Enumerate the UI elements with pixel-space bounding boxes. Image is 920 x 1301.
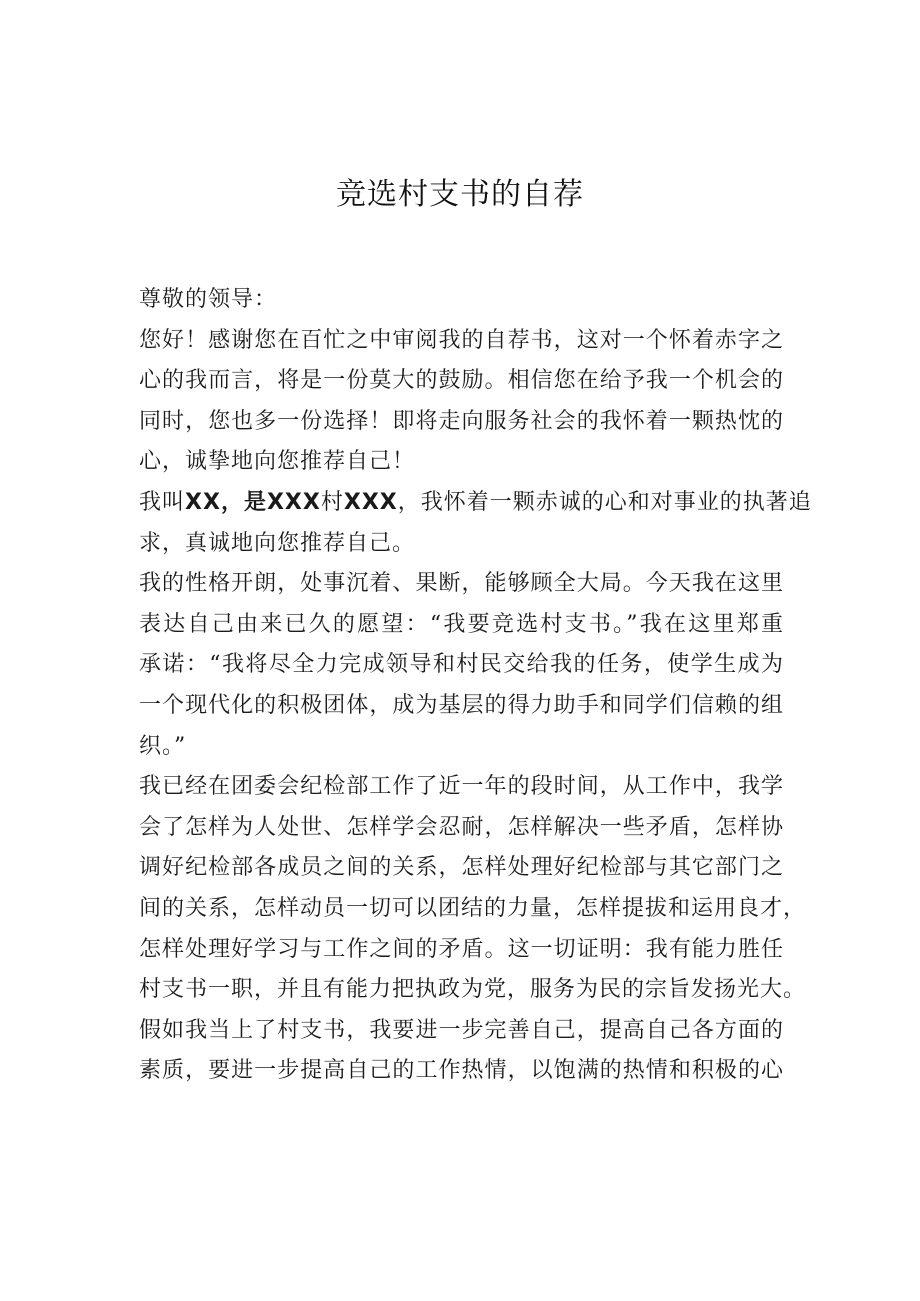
intro-line xyxy=(139,483,812,524)
document-body xyxy=(139,280,812,1092)
text-line: 织。” xyxy=(139,733,187,759)
text-line: 我已经在团委会纪检部工作了近一年的段时间，从工作中，我学 xyxy=(139,774,784,800)
text-line: 调好纪检部各成员之间的关系，怎样处理好纪检部与其它部门之 xyxy=(139,855,784,881)
text-line: 素质，要进一步提高自己的工作热情，以饱满的热情和积极的心 xyxy=(139,1058,784,1084)
text-line: 间的关系，怎样动员一切可以团结的力量，怎样提拔和运用良才， xyxy=(139,895,807,921)
text-line: 同时，您也多一份选择！即将走向服务社会的我怀着一颗热忱的 xyxy=(139,408,784,434)
text-line: 一个现代化的积极团体，成为基层的得力助手和同学们信赖的组 xyxy=(139,692,784,718)
text-line: 我的性格开朗，处事沉着、果断，能够顾全大局。今天我在这里 xyxy=(139,571,784,597)
village-placeholder: XXX xyxy=(266,489,321,515)
salutation xyxy=(139,280,784,321)
text-line: 心，诚挚地向您推荐自己！ xyxy=(139,449,416,475)
intro-mid: 村 xyxy=(320,489,344,515)
name-placeholder: XX xyxy=(185,489,221,515)
paragraph-personality xyxy=(139,564,784,767)
text-line: 您好！感谢您在百忙之中审阅我的自荐书，这对一个怀着赤字之 xyxy=(139,327,784,353)
text-line: 心的我而言，将是一份莫大的鼓励。相信您在给予我一个机会的 xyxy=(139,368,784,394)
text-line: 表达自己由来已久的愿望：“我要竞选村支书。”我在这里郑重 xyxy=(139,611,784,637)
salutation-line: 尊敬的领导： xyxy=(139,287,278,312)
text-line: 村支书一职，并且有能力把执政为党，服务为民的宗旨发扬光大。 xyxy=(139,977,807,1003)
paragraph-introduction xyxy=(139,483,812,564)
paragraph-experience xyxy=(139,767,807,1011)
text-line: 会了怎样为人处世、怎样学会忍耐，怎样解决一些矛盾，怎样协 xyxy=(139,814,784,840)
text-line: 求，真诚地向您推荐自己。 xyxy=(139,530,416,556)
intro-suffix: ，我怀着一颗赤诚的心和对事业的执著追 xyxy=(397,489,812,515)
paragraph-greeting xyxy=(139,321,784,483)
role-placeholder: XXX xyxy=(343,489,398,515)
intro-prefix: 我叫 xyxy=(139,489,186,515)
text-line: 怎样处理好学习与工作之间的矛盾。这一切证明：我有能力胜任 xyxy=(139,936,784,962)
text-line: 假如我当上了村支书，我要进一步完善自己，提高自己各方面的 xyxy=(139,1017,784,1043)
text-line: 承诺：“我将尽全力完成领导和村民交给我的任务，使学生成为 xyxy=(139,652,784,678)
paragraph-plans xyxy=(139,1011,784,1092)
document-title: 竞选村支书的自荐 xyxy=(336,177,584,212)
intro-separator: ，是 xyxy=(220,489,267,515)
